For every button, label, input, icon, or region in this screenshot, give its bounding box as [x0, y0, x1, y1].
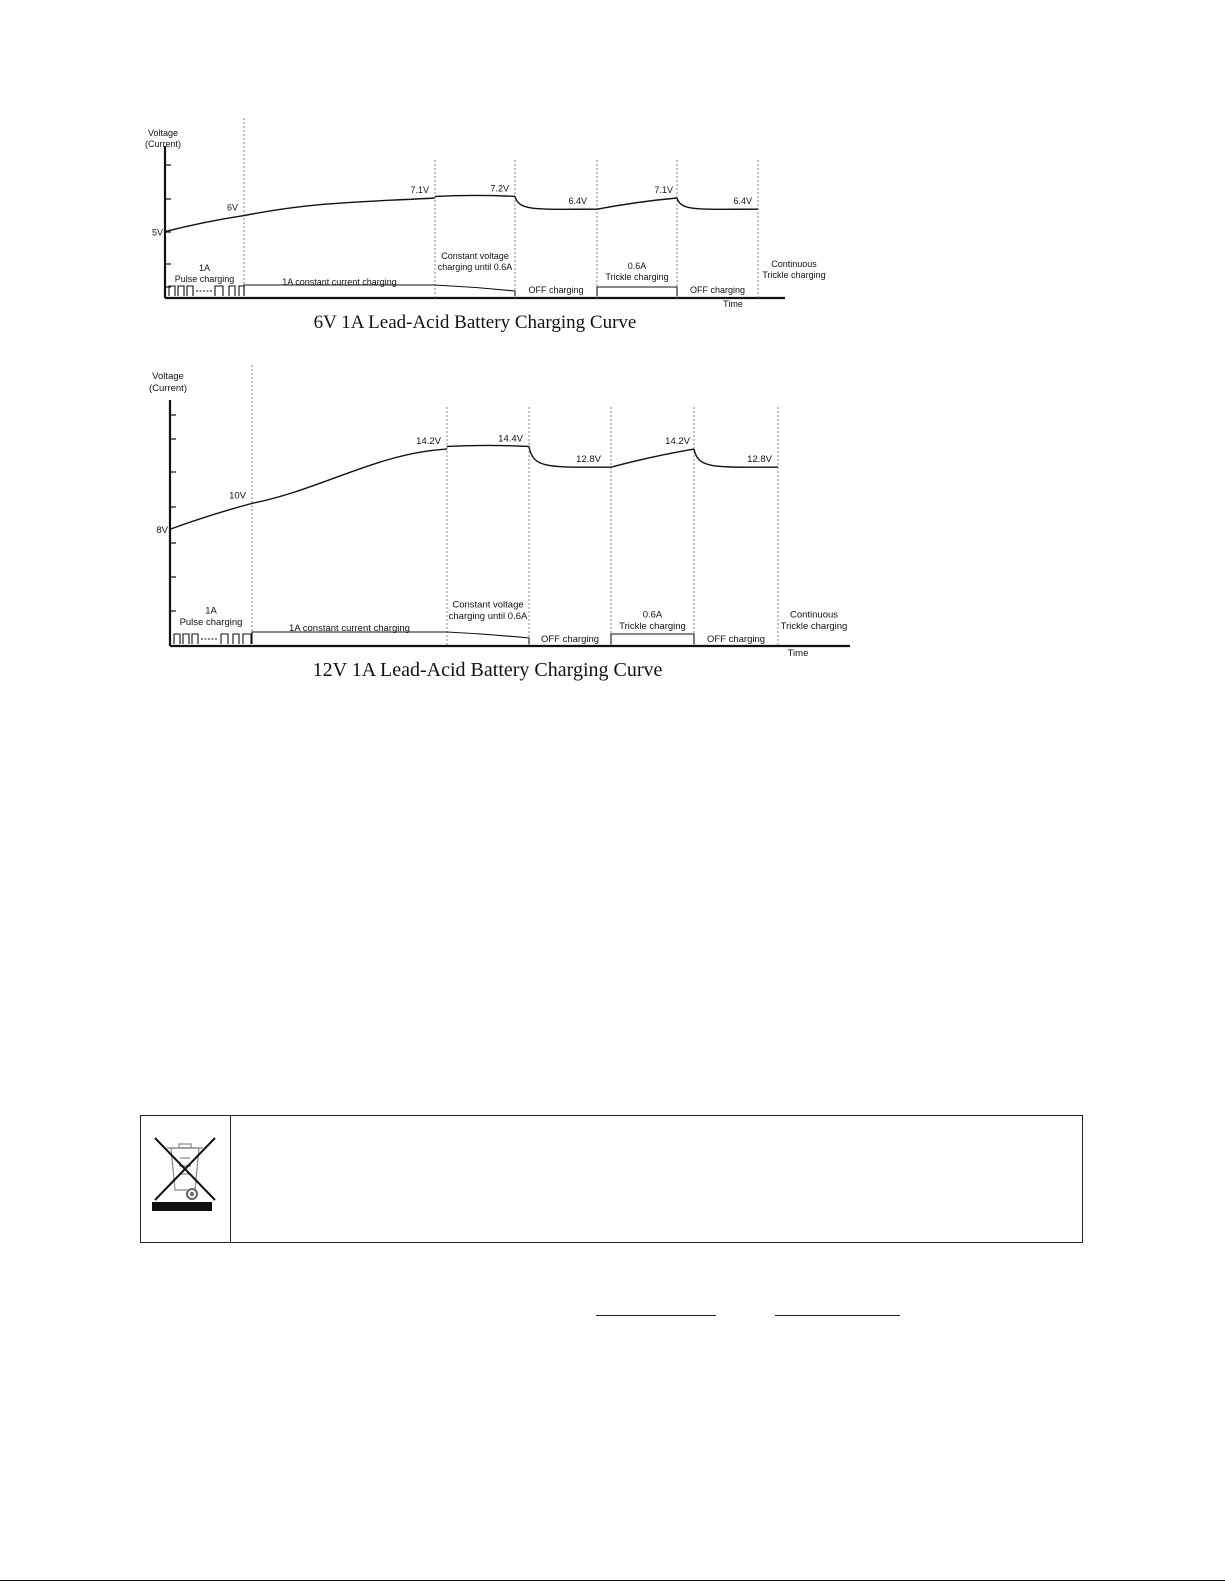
pulse-current-mark — [215, 286, 223, 296]
pulse-current-mark — [178, 286, 184, 296]
stage-label: charging until 0.6A — [437, 262, 513, 272]
voltage-label: 7.1V — [410, 185, 429, 195]
blank-line — [775, 1315, 900, 1316]
trickle-current-trace — [597, 287, 677, 296]
stage-label: 1A constant current charging — [282, 277, 397, 287]
stage-label: Trickle charging — [605, 272, 669, 282]
stage-label: Constant voltage — [441, 251, 509, 261]
pulse-current-mark — [187, 286, 193, 296]
stage-label: Pulse charging — [174, 274, 235, 284]
x-axis-label: Time — [723, 299, 743, 309]
stage-label: Trickle charging — [762, 270, 826, 280]
pulse-current-mark — [233, 634, 239, 644]
stage-label: charging until 0.6A — [448, 611, 528, 622]
y-tick-label: 5V — [151, 227, 163, 238]
voltage-label: 10V — [229, 490, 246, 502]
stage-label: Continuous — [771, 259, 817, 269]
voltage-label: 6.4V — [733, 196, 752, 207]
voltage-label: 6V — [226, 202, 238, 213]
y-tick-label: 8V — [156, 525, 168, 537]
stage-label: OFF charging — [528, 285, 584, 295]
pulse-current-mark — [192, 634, 198, 644]
pulse-current-mark — [229, 286, 235, 296]
stage-label: Trickle charging — [780, 621, 848, 632]
pulse-current-mark — [221, 634, 228, 644]
blank-line — [596, 1315, 716, 1316]
voltage-curve-segment — [435, 195, 515, 196]
stage-label: 1A — [198, 263, 211, 273]
pulse-current-mark — [239, 286, 244, 296]
voltage-label: 12.8V — [747, 454, 772, 466]
voltage-label: 7.1V — [654, 185, 673, 195]
charging-curve-12v — [145, 365, 860, 685]
stage-label: Constant voltage — [452, 599, 524, 611]
trickle-current-trace — [611, 634, 694, 644]
weee-text-cell — [231, 1116, 1082, 1242]
voltage-label: 7.2V — [490, 183, 509, 194]
stage-label: Continuous — [789, 609, 839, 621]
weee-icon-cell — [141, 1116, 231, 1242]
stage-label: 1A — [205, 605, 217, 617]
x-axis-label: Time — [787, 648, 809, 659]
voltage-curve-segment — [170, 503, 252, 529]
weee-disposal-notice — [140, 1115, 1083, 1243]
voltage-curve-segment — [597, 198, 677, 209]
voltage-label: 6.4V — [568, 196, 587, 207]
pulse-current-mark — [183, 634, 189, 644]
voltage-label: 14.2V — [665, 436, 690, 448]
stage-label: 0.6A — [642, 609, 663, 621]
charging-curve-6v — [145, 118, 835, 340]
stage-label: OFF charging — [540, 634, 600, 645]
stage-label: 1A constant current charging — [289, 623, 410, 634]
stage-label: OFF charging — [706, 634, 766, 645]
voltage-curve-segment — [165, 216, 244, 232]
y-axis-label: Voltage — [152, 371, 184, 382]
voltage-label: 14.2V — [416, 436, 441, 448]
footer-rule — [0, 1580, 1225, 1581]
chart-title: 12V 1A Lead-Acid Battery Charging Curve — [312, 659, 663, 681]
voltage-label: 14.4V — [498, 433, 523, 445]
y-axis-label: (Current) — [148, 383, 188, 394]
y-axis-label: Voltage — [147, 128, 179, 138]
voltage-curve-segment — [611, 449, 694, 467]
stage-label: 0.6A — [627, 261, 647, 271]
pulse-current-mark — [174, 634, 180, 644]
crossed-out-wheelie-bin-icon — [149, 1132, 221, 1212]
voltage-curve-segment — [447, 445, 529, 446]
chart-title: 6V 1A Lead-Acid Battery Charging Curve — [313, 312, 637, 333]
y-axis-label: (Current) — [145, 139, 182, 149]
stage-label: Pulse charging — [179, 617, 243, 628]
stage-label: OFF charging — [689, 285, 746, 295]
pulse-current-mark — [243, 634, 251, 644]
voltage-curve-segment — [244, 198, 435, 216]
voltage-label: 12.8V — [576, 454, 601, 466]
voltage-curve-segment — [252, 449, 447, 503]
stage-label: Trickle charging — [619, 621, 686, 632]
